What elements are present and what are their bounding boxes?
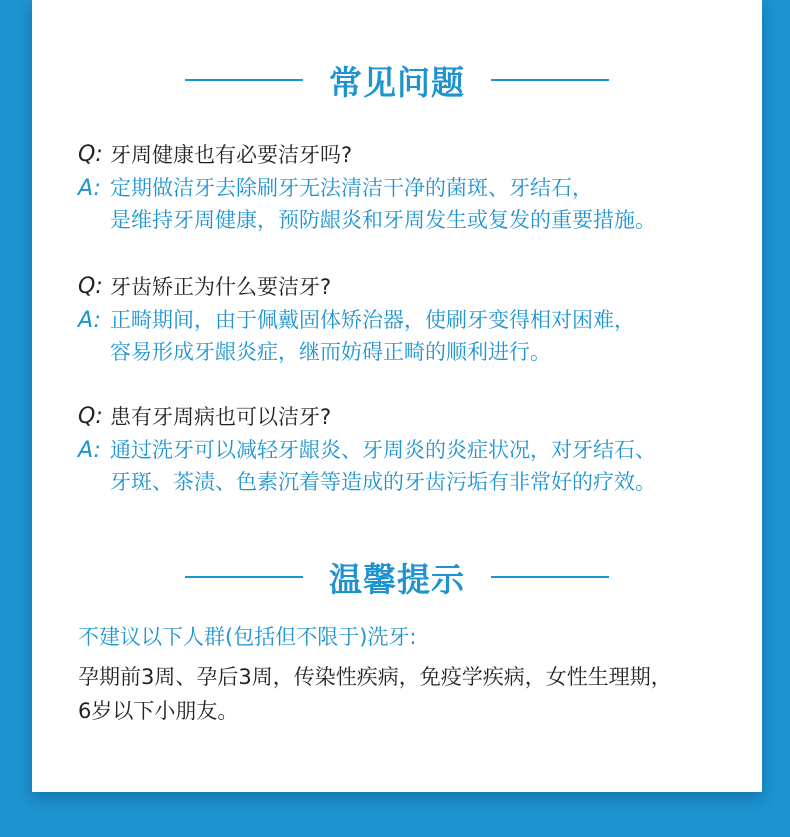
heading-rule-left (185, 576, 303, 578)
question-prefix: Q: (78, 274, 103, 299)
question-text: 患有牙周病也可以洁牙? (110, 405, 332, 429)
answer-line: 容易形成牙龈炎症，继而妨碍正畸的顺利进行。 (110, 340, 551, 364)
tips-intro: 不建议以下人群(包括但不限于)洗牙: (78, 625, 417, 649)
answer-line: 正畸期间，由于佩戴固体矫治器，使刷牙变得相对困难， (110, 308, 635, 332)
answer-line: 牙斑、茶渍、色素沉着等造成的牙齿污垢有非常好的疗效。 (110, 470, 656, 494)
faq-heading (32, 55, 762, 105)
heading-rule-right (491, 79, 609, 81)
answer-row (78, 304, 738, 368)
answer-prefix: A: (78, 438, 101, 463)
answer-line: 是维持牙周健康，预防龈炎和牙周发生或复发的重要措施。 (110, 208, 656, 232)
answer-row (78, 172, 738, 236)
answer-line: 定期做洁牙去除刷牙无法清洁干净的菌斑、牙结石， (110, 176, 593, 200)
question-row (78, 400, 738, 434)
heading-rule-right (491, 576, 609, 578)
heading-rule-left (185, 79, 303, 81)
faq-heading-title: 常见问题 (329, 62, 465, 102)
answer-prefix: A: (78, 308, 101, 333)
answer-row (78, 434, 738, 498)
question-text: 牙齿矫正为什么要洁牙? (110, 275, 332, 299)
question-prefix: Q: (78, 142, 103, 167)
faq-item (78, 400, 738, 498)
answer-line: 通过洗牙可以减轻牙龈炎、牙周炎的炎症状况，对牙结石、 (110, 438, 656, 462)
tips-heading (32, 552, 762, 602)
content-card (32, 0, 762, 792)
tips-body-line: 6岁以下小朋友。 (78, 699, 239, 723)
tips-body (78, 660, 672, 728)
question-text: 牙周健康也有必要洁牙吗? (110, 143, 353, 167)
answer-prefix: A: (78, 176, 101, 201)
tips-body-line: 孕期前3周、孕后3周，传染性疾病，免疫学疾病，女性生理期， (78, 665, 672, 689)
tips-heading-title: 温馨提示 (329, 559, 465, 599)
faq-item (78, 270, 738, 368)
question-prefix: Q: (78, 404, 103, 429)
question-row (78, 270, 738, 304)
faq-item (78, 138, 738, 236)
question-row (78, 138, 738, 172)
